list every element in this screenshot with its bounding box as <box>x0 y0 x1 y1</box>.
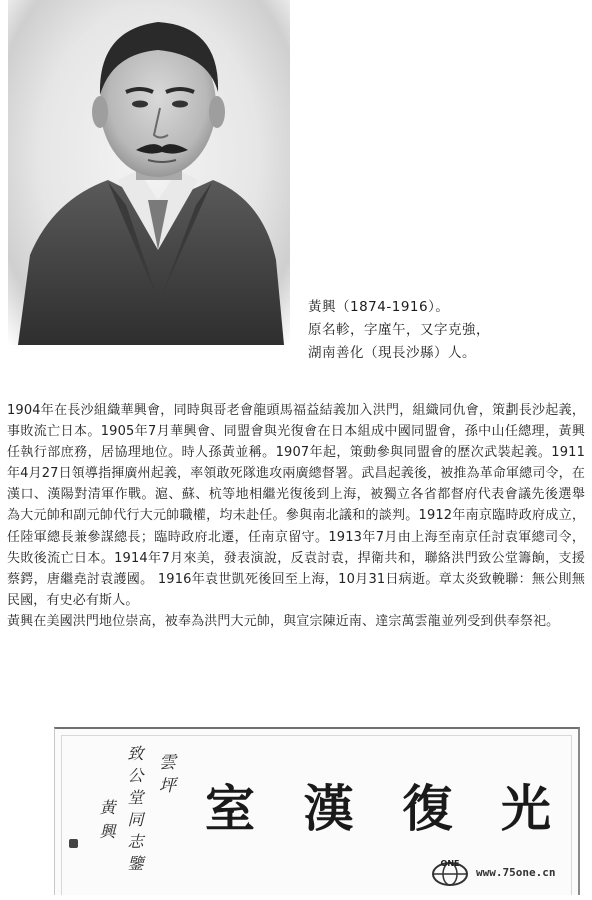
biography-text <box>7 400 585 632</box>
caption-origin-line: 湖南善化（現長沙縣）人。 <box>308 345 476 361</box>
calligraphy-signature: 黃興 <box>97 799 116 847</box>
calligraphy-recipient: 雲坪 <box>155 753 175 799</box>
watermark-url: www.75one.cn <box>476 865 556 879</box>
calligraphy-dedication: 致公堂同志鑒 <box>125 745 144 877</box>
calligraphy-char-4: 室 <box>205 779 259 838</box>
caption-name-line: 黃興（1874-1916）。 <box>308 299 450 315</box>
calligraphy-char-2: 復 <box>402 779 457 838</box>
globe-logo-icon <box>430 858 470 886</box>
calligraphy-main-text <box>205 769 555 841</box>
portrait-photo <box>8 0 290 345</box>
biography-paragraph-2: 黃興在美國洪門地位崇高，被奉為洪門大元帥，與宣宗陳近南、達宗萬雲龍並列受到供奉祭祀。 <box>7 613 560 629</box>
calligraphy-char-1: 光 <box>500 779 555 838</box>
portrait-caption <box>308 296 578 365</box>
portrait-figure <box>8 0 290 345</box>
logo-text: ONE <box>440 859 460 868</box>
caption-alias-line: 原名軫，字廑午，又字克強， <box>308 322 490 338</box>
calligraphy-char-3: 漢 <box>303 779 358 838</box>
biography-paragraph-1: 1904年在長沙組織華興會，同時與哥老會龍頭馬福益結義加入洪門，組織同仇會，策劃長沙起義，事敗流亡日本。1905年7月華興會、同盟會與光復會在日本組成中國同盟會，孫中山任總理，黃興任執行部庶務，居協理地位。時人孫黃並稱。1907年起，策動參與同盟會的歷次武裝起義。1911年4月27日領導指揮廣州起義，率領敢死隊進攻兩廣總督署。武昌起義後，被推為革命軍總司令，在漢口、漢陽對清軍作戰。滬、蘇、杭等地相繼光復後到上海，被獨立各省都督府代表會議先後選舉為大元帥和副元帥代行大元帥職權，均未赴任。參與南北議和的談判。1912年南京臨時政府成立，任陸軍總長兼參謀總長；臨時政府北遷，任南京留守。1913年7月由上海至南京任討袁軍總司令，失敗後流亡日本。1914年7月來美，發表演說，反袁討袁，捍衛共和，聯絡洪門致公堂籌餉，支援蔡鍔，唐繼堯討袁護國。 1916年袁世凱死後回至上海，10月31日病逝。章太炎致輓聯：無公則無民國，有史必有斯人。 <box>7 403 585 608</box>
site-watermark <box>430 858 555 886</box>
seal-stamp-icon <box>69 839 78 848</box>
